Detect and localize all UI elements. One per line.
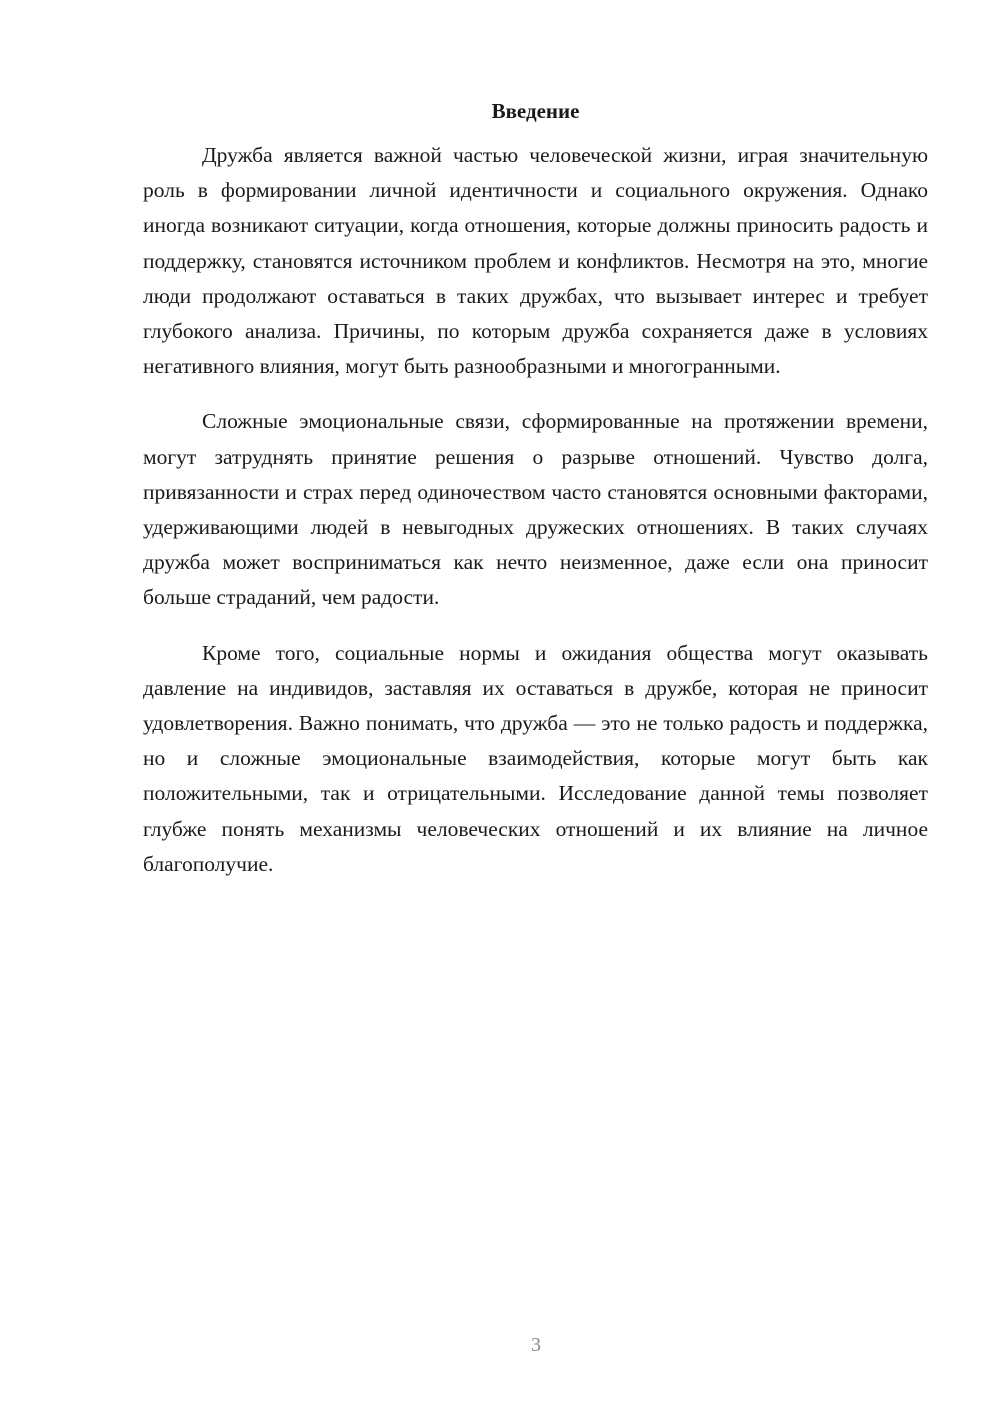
paragraph-1: Дружба является важной частью человеческой жизни, играя значительную роль в формировании личной идентичности и социального окружения. Однако иногда возникают ситуации, когда отношения, которые должны приносить радость и поддержку, становятся источником проблем и конфликтов. Несмотря на это, многие люди продолжают оставаться в таких дружбах, что вызывает интерес и требует глубокого анализа. Причины, по которым дружба сохраняется даже в условиях негативного влияния, могут быть разнообразными и многогранными.: [143, 143, 928, 379]
section-heading: Введение: [491, 99, 580, 123]
page-number: 3: [531, 1334, 541, 1356]
paragraph-2: Сложные эмоциональные связи, сформированные на протяжении времени, могут затруднять принятие решения о разрыве отношений. Чувство долга, привязанности и страх перед одиночеством часто становятся основными факторами, удерживающими людей в невыгодных дружеских отношениях. В таких случаях дружба может восприниматься как нечто неизменное, даже если она приносит больше страданий, чем радости.: [143, 409, 928, 610]
page-content: [143, 96, 928, 882]
paragraph-3: Кроме того, социальные нормы и ожидания общества могут оказывать давление на индивидов, заставляя их оставаться в дружбе, которая не приносит удовлетворения. Важно понимать, что дружба — это не только радость и поддержка, но и сложные эмоциональные взаимодействия, которые могут быть как положительными, так и отрицательными. Исследование данной темы позволяет глубже понять механизмы человеческих отношений и их влияние на личное благополучие.: [143, 640, 928, 876]
